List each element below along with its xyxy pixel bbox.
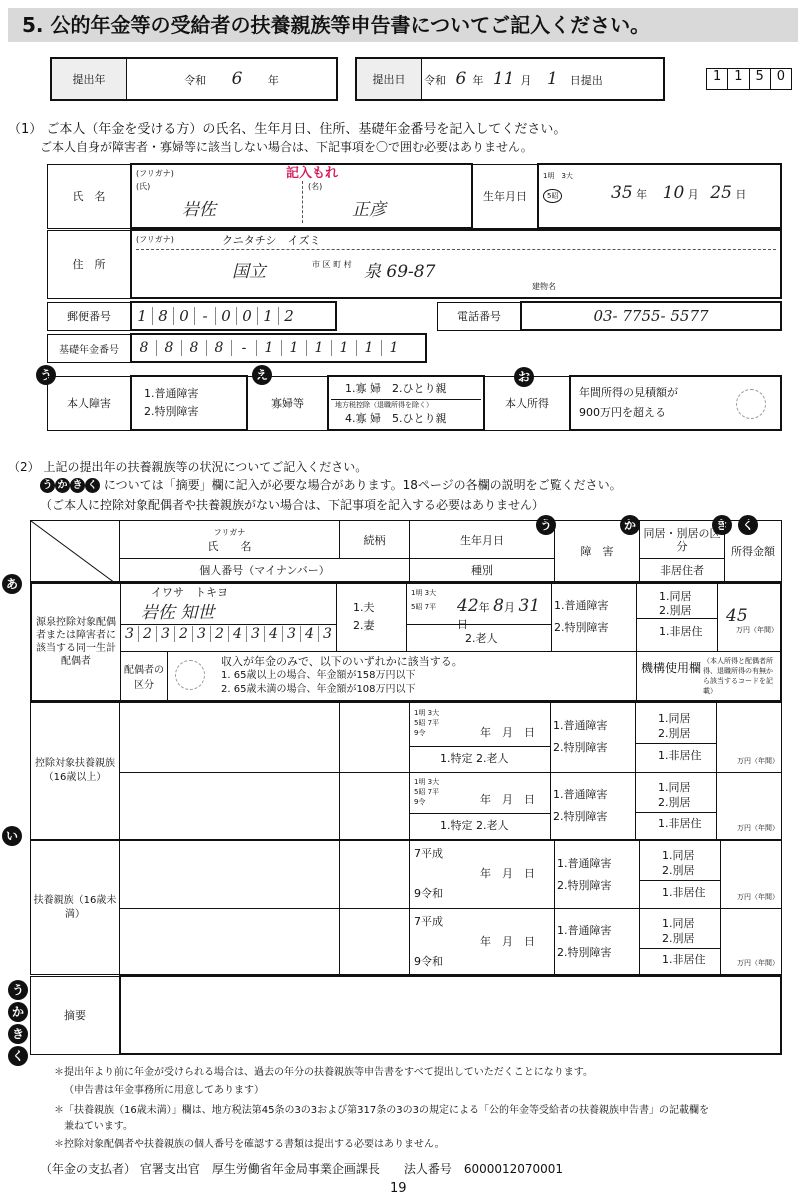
under16-row2-name[interactable] (120, 909, 340, 975)
section2-sub1-line (40, 476, 622, 493)
co-opt1: 1.同居 (662, 849, 695, 863)
spouse-name-cell[interactable] (121, 583, 337, 651)
dep16-row2-birth[interactable] (410, 772, 551, 839)
surname-label: (氏) (136, 182, 151, 191)
co-opt2: 2.別居 (662, 864, 695, 878)
under16-era1: 7平成 (414, 847, 443, 860)
birth-year: 35 (611, 183, 633, 203)
mark-ku-col: く (738, 515, 758, 535)
surname-value: 岩佐 (182, 200, 216, 220)
pension-no-label: 基礎年金番号 (48, 334, 132, 362)
dis-opt1: 1.普通障害 (553, 787, 608, 801)
code-digit: 0 (770, 69, 791, 89)
header-diagonal (31, 521, 120, 582)
submit-date-label: 提出日 (356, 58, 422, 100)
date-day-suffix: 日提出 (569, 74, 603, 87)
year-unit: 年 (267, 74, 279, 87)
submit-year-label: 提出年 (51, 58, 127, 100)
under16-row2-income[interactable] (721, 909, 782, 975)
agency-note: （本人所得と配偶者所得、退職所得の有無から該当するコードを記載） (703, 656, 773, 695)
date-year-unit: 年 (472, 74, 484, 87)
example-stamp: 記入もれ (286, 166, 339, 181)
spouse-birth-month: 8 (493, 596, 504, 616)
memo-field[interactable] (120, 976, 781, 1054)
name-field[interactable] (131, 164, 472, 228)
section2-sub2: （ご本人に控除対象配偶者や扶養親族がない場合は、下記事項を記入する必要はありません） (40, 498, 545, 512)
pension-digit: 8 (156, 340, 181, 356)
city-marks: 市 区 町 村 (312, 260, 352, 269)
submit-year-box (50, 57, 338, 101)
co-opt2: 2.別居 (658, 796, 691, 810)
mynumber-digit: 3 (192, 626, 210, 642)
mynumber-digit: 4 (264, 626, 282, 642)
income-text1: 年間所得の見積額が (579, 386, 678, 399)
disability-label: 本人障害 (48, 376, 132, 430)
code-digit: 5 (749, 69, 770, 89)
date-month[interactable]: 11 (492, 69, 515, 89)
dep-era: 1明 3大 5昭 7平 9令 (414, 708, 440, 737)
mark-u: う (36, 365, 56, 385)
dep-type: 1.特定 2.老人 (410, 746, 550, 771)
col-mynumber: 個人番号（マイナンバー） (120, 559, 410, 582)
spouse-mynumber (121, 626, 336, 642)
dep-era: 1明 3大 5昭 7平 9令 (414, 778, 440, 807)
address-detail: 泉 69-87 (364, 262, 436, 282)
mynumber-digit: 3 (318, 626, 336, 642)
dep16-row1-co[interactable] (636, 703, 717, 773)
dep16-row1-birth[interactable] (410, 703, 551, 773)
income-text2: 900万円を超える (579, 406, 666, 419)
co-opt2: 2.別居 (658, 726, 691, 740)
dep16-row2-income[interactable] (717, 772, 782, 839)
income-unit: 万円（年間） (737, 756, 779, 765)
agency-field (637, 651, 782, 701)
under16-row2-co[interactable] (640, 909, 721, 975)
dep16-label: 控除対象扶養親族（16歳以上） (31, 703, 120, 840)
income-option[interactable] (570, 376, 781, 430)
submit-date-field (422, 58, 665, 100)
under16-row1-co[interactable] (640, 841, 721, 909)
pension-digit: 1 (256, 340, 281, 356)
address-field[interactable] (131, 230, 781, 298)
nonres: 1.非居住 (636, 812, 716, 835)
dis-opt1: 1.普通障害 (557, 856, 612, 870)
memo-block (30, 975, 782, 1055)
rel-opt1: 1.夫 (353, 601, 375, 615)
dep16-row2-name[interactable] (120, 772, 340, 839)
pension-digit: 8 (206, 340, 231, 356)
birth-field[interactable] (538, 164, 781, 228)
col-disability: 障 害 (555, 521, 640, 582)
note-2: （申告書は年金事務所に用意してあります） (64, 1085, 264, 1096)
section1-subheading: ご本人自身が障害者・寡婦等に該当しない場合は、下記事項を〇で囲む必要はありません。 (40, 140, 533, 154)
col-name-head (120, 521, 340, 559)
spouse-income-unit: 万円（年間） (736, 625, 778, 634)
dep-ymd: 年 月 日 (480, 725, 535, 739)
note-1: ＊提出年より前に年金が受けられる場合は、過去の年分の扶養親族等申告書をすべて提出していただくことになります。 (54, 1067, 593, 1078)
mark-ku-small: く (85, 478, 100, 493)
mark-u-small: う (40, 478, 55, 493)
spouse-class-circle[interactable] (175, 660, 205, 690)
address-row (47, 229, 782, 299)
pension-digit: 1 (306, 340, 331, 356)
under16-row1-relation[interactable] (340, 841, 410, 909)
spouse-label: 源泉控除対象配偶者または障害者に該当する同一生計配偶者 (31, 583, 121, 701)
birth-era-options: 1明 3大 (543, 172, 573, 180)
under16-row2-relation[interactable] (340, 909, 410, 975)
postal-digit: 2 (278, 307, 299, 325)
disability-opt2: 2.特別障害 (144, 405, 199, 418)
spouse-elder: 2.老人 (465, 632, 498, 645)
birth-month: 10 (662, 183, 685, 203)
note-4: 兼ねています。 (64, 1121, 133, 1132)
under16-era1: 7平成 (414, 915, 443, 929)
dis-opt2: 2.特別障害 (553, 809, 608, 823)
dependents16-block (30, 702, 782, 840)
dep16-row1-dis[interactable] (551, 703, 636, 773)
disability-opt1: 1.普通障害 (144, 387, 199, 400)
spouse-birth-year: 42 (457, 596, 479, 616)
address-furigana-label: (フリガナ) (136, 235, 174, 244)
spouse-co-opt1: 1.同居 (659, 589, 692, 603)
dep-ymd: 年 月 日 (480, 935, 535, 949)
under16-row2-dis[interactable] (555, 909, 640, 975)
mark-e: え (252, 365, 272, 385)
phone-row (437, 301, 782, 331)
col-cohabit: 同居・別居の区分 (640, 521, 725, 559)
postal-label: 郵便番号 (48, 302, 132, 330)
dep-ymd: 年 月 日 (480, 793, 535, 807)
address-label: 住 所 (48, 230, 132, 298)
mynumber-digit: 4 (300, 626, 318, 642)
widow-opt1: 1.寡 婦 2.ひとり親 (345, 382, 447, 395)
spouse-class-1: 1. 65歳以上の場合、年金額が158万円以下 (221, 669, 416, 681)
spouse-disability[interactable] (552, 583, 637, 651)
col-type: 種別 (410, 559, 555, 582)
dis-opt2: 2.特別障害 (553, 741, 608, 755)
dep16-row2-relation[interactable] (340, 772, 410, 839)
dis-opt2: 2.特別障害 (557, 945, 612, 959)
spouse-era: 5昭 7平 (411, 603, 437, 611)
under16-era2: 9令和 (414, 887, 443, 900)
date-month-unit: 月 (520, 74, 532, 87)
dep16-row1-relation[interactable] (340, 703, 410, 773)
spouse-income-value: 45 (726, 606, 748, 626)
spouse-birth[interactable] (407, 583, 552, 651)
birth-label: 生年月日 (472, 164, 538, 228)
section2-heading: （2） 上記の提出年の扶養親族等の状況についてご記入ください。 (8, 460, 368, 474)
name-label: 氏 名 (48, 164, 132, 228)
birth-day-unit: 日 (735, 188, 747, 201)
spouse-dis-opt1: 1.普通障害 (554, 599, 609, 613)
spouse-dis-opt2: 2.特別障害 (554, 621, 609, 635)
income-label: 本人所得 (484, 376, 570, 430)
postal-digit: 0 (173, 307, 194, 325)
col-name: 氏 名 (207, 539, 252, 553)
col-birth: 生年月日 (410, 521, 555, 559)
dependents-header (30, 520, 782, 582)
dis-opt1: 1.普通障害 (553, 719, 608, 733)
address-furigana: クニタチシ イズミ (222, 234, 321, 247)
income-check-circle[interactable] (736, 389, 766, 419)
date-year[interactable]: 6 (455, 69, 467, 89)
era: 令和 (184, 74, 207, 87)
dep16-row2-co[interactable] (636, 772, 717, 839)
memo-label: 摘要 (31, 976, 121, 1054)
given-label: (名) (308, 182, 323, 191)
widow-note: 地方税控除（退職所得を除く） (331, 399, 481, 410)
spouse-day-unit: 日 (457, 618, 468, 631)
dep16-row1-name[interactable] (120, 703, 340, 773)
pension-row (47, 333, 427, 363)
furigana-label: (フリガナ) (136, 169, 174, 178)
income-unit: 万円（年間） (737, 959, 779, 967)
address-value: 国立 (232, 262, 266, 282)
postal-digit: 1 (257, 307, 278, 325)
spouse-class-2: 2. 65歳未満の場合、年金額が108万円以下 (221, 683, 416, 695)
postal-digit: 1 (137, 307, 147, 325)
spouse-relation[interactable] (337, 583, 407, 651)
name-row (47, 163, 782, 229)
spouse-year-unit: 年 (478, 601, 490, 614)
spouse-birth-day: 31 (518, 596, 541, 616)
section2-sub1: については「摘要」欄に記入が必要な場合があります。18ページの各欄の説明をご覧ください。 (103, 478, 622, 492)
birth-date (611, 183, 746, 203)
spouse-cohabit[interactable] (637, 583, 718, 651)
note-5: ＊控除対象配偶者や扶養親族の個人番号を確認する書類は提出する必要はありません。 (54, 1139, 445, 1150)
under16-era2: 9令和 (414, 955, 443, 969)
payer-line: （年金の支払者） 官署支出官 厚生労働省年金局事業企画課長 法人番号 6000012070001 (40, 1162, 564, 1176)
mynumber-digit: 4 (228, 626, 246, 642)
spouse-class-label: 配偶者の区分 (121, 652, 168, 701)
under16-row1-birth[interactable] (410, 841, 555, 909)
pension-digit: 8 (139, 340, 149, 356)
pension-digit: 1 (331, 340, 356, 356)
pension-digit: - (231, 340, 256, 356)
mark-o: お (514, 367, 534, 387)
spouse-income[interactable] (718, 583, 782, 651)
section1-heading: （1） ご本人（年金を受ける方）の氏名、生年月日、住所、基礎年金番号を記入してください。 (8, 122, 567, 137)
phone-field[interactable]: 03- 7755- 5577 (521, 302, 781, 330)
dependents-under16-block (30, 840, 782, 975)
date-era: 令和 (424, 74, 446, 87)
pension-no-field[interactable] (131, 334, 426, 362)
memo-mark-ku: く (8, 1046, 28, 1066)
mark-ki-col: き (712, 515, 732, 535)
postal-digit: 0 (236, 307, 257, 325)
mynumber-digit: 3 (282, 626, 300, 642)
page-title: 5. 公的年金等の受給者の扶養親族等申告書についてご記入ください。 (8, 8, 798, 42)
spouse-block (30, 582, 782, 702)
spouse-furigana: イワサ トキヨ (151, 586, 228, 599)
mark-u-col: う (536, 515, 556, 535)
memo-marks (8, 980, 30, 1066)
page-number: 19 (390, 1181, 407, 1196)
mark-ka-col: か (620, 515, 640, 535)
office-code (706, 68, 792, 90)
col-relation: 続柄 (340, 521, 410, 559)
widow-options[interactable] (328, 376, 484, 430)
nonres: 1.非居住 (640, 948, 720, 971)
spouse-class (121, 651, 637, 701)
postal-row (47, 301, 337, 331)
co-opt1: 1.同居 (662, 917, 695, 931)
spouse-era-opts: 1明 3大 (411, 589, 437, 597)
year-value[interactable]: 6 (231, 69, 243, 89)
income-unit: 万円（年間） (737, 824, 779, 832)
birth-month-unit: 月 (687, 188, 699, 201)
spouse-month-unit: 月 (503, 601, 515, 614)
agency-label: 機構使用欄 (641, 660, 702, 675)
income-unit: 万円（年間） (737, 893, 779, 902)
dep16-row1-income[interactable] (717, 703, 782, 773)
submit-year-field (127, 58, 338, 100)
spouse-birth-date (457, 596, 551, 632)
memo-mark-ka: か (8, 1002, 28, 1022)
pension-digit: 1 (381, 340, 406, 356)
mark-ki-small: き (70, 478, 85, 493)
birth-day: 25 (710, 183, 732, 203)
rel-opt2: 2.妻 (353, 619, 375, 633)
postal-digit: 8 (152, 307, 173, 325)
mynumber-digit: 2 (210, 626, 228, 642)
mynumber-digit: 3 (125, 626, 134, 642)
dis-opt1: 1.普通障害 (557, 923, 612, 937)
co-opt2: 2.別居 (662, 932, 695, 946)
building-label: 建物名 (532, 282, 556, 291)
under16-row1-dis[interactable] (555, 841, 640, 909)
postal-field[interactable] (131, 302, 336, 330)
co-opt1: 1.同居 (658, 711, 691, 725)
date-day[interactable]: 1 (546, 69, 558, 89)
dep16-row2-dis[interactable] (551, 772, 636, 839)
mynumber-digit: 3 (156, 626, 174, 642)
dep-type: 1.特定 2.老人 (410, 813, 550, 838)
pension-digit: 1 (356, 340, 381, 356)
nonres: 1.非居住 (640, 880, 720, 905)
postal-digit: - (194, 307, 215, 325)
spouse-class-text: 収入が年金のみで、以下のいずれかに該当する。 (221, 654, 463, 668)
col-income: 所得金額 (725, 521, 782, 582)
under16-row1-name[interactable] (120, 841, 340, 909)
pension-digit: 8 (181, 340, 206, 356)
nonres: 1.非居住 (636, 743, 716, 768)
mark-i: い (2, 826, 22, 846)
submit-date-box (355, 57, 665, 101)
status-row (47, 375, 782, 431)
code-digit: 1 (712, 69, 722, 84)
dep-ymd: 年 月 日 (480, 867, 535, 880)
under16-label: 扶養親族（16歳未満） (31, 841, 120, 975)
birth-era-selected: 5昭 (543, 189, 562, 203)
widow-opt2: 4.寡 婦 5.ひとり親 (345, 412, 447, 425)
dis-opt2: 2.特別障害 (557, 878, 612, 892)
memo-mark-ki: き (8, 1024, 28, 1044)
mynumber-digit: 2 (138, 626, 156, 642)
widow-label: 寡婦等 (247, 376, 328, 430)
code-digit: 1 (727, 69, 748, 89)
co-opt1: 1.同居 (658, 781, 691, 795)
spouse-name: 岩佐 知世 (141, 603, 215, 623)
spouse-nonres: 1.非居住 (637, 618, 717, 645)
memo-mark-u: う (8, 980, 28, 1000)
col-furigana: フリガナ (213, 527, 246, 537)
mynumber-digit: 3 (246, 626, 264, 642)
disability-options[interactable] (131, 376, 247, 430)
under16-row2-birth[interactable] (410, 909, 555, 975)
spouse-co-opt2: 2.別居 (659, 603, 692, 617)
phone-label: 電話番号 (438, 302, 522, 330)
mynumber-digit: 2 (174, 626, 192, 642)
postal-digit: 0 (215, 307, 236, 325)
mark-ka-small: か (55, 478, 70, 493)
mark-a: あ (2, 574, 22, 594)
pension-digit: 1 (281, 340, 306, 356)
given-value: 正彦 (352, 200, 386, 220)
birth-year-unit: 年 (636, 188, 648, 201)
note-3: ＊「扶養親族（16歳未満）」欄は、地方税法第45条の3の3および第317条の3の3の規定による「公的年金等受給者の扶養親族申告書」の記載欄を (54, 1105, 709, 1116)
col-nonresident: 非居住者 (640, 559, 725, 582)
under16-row1-income[interactable] (721, 841, 782, 909)
